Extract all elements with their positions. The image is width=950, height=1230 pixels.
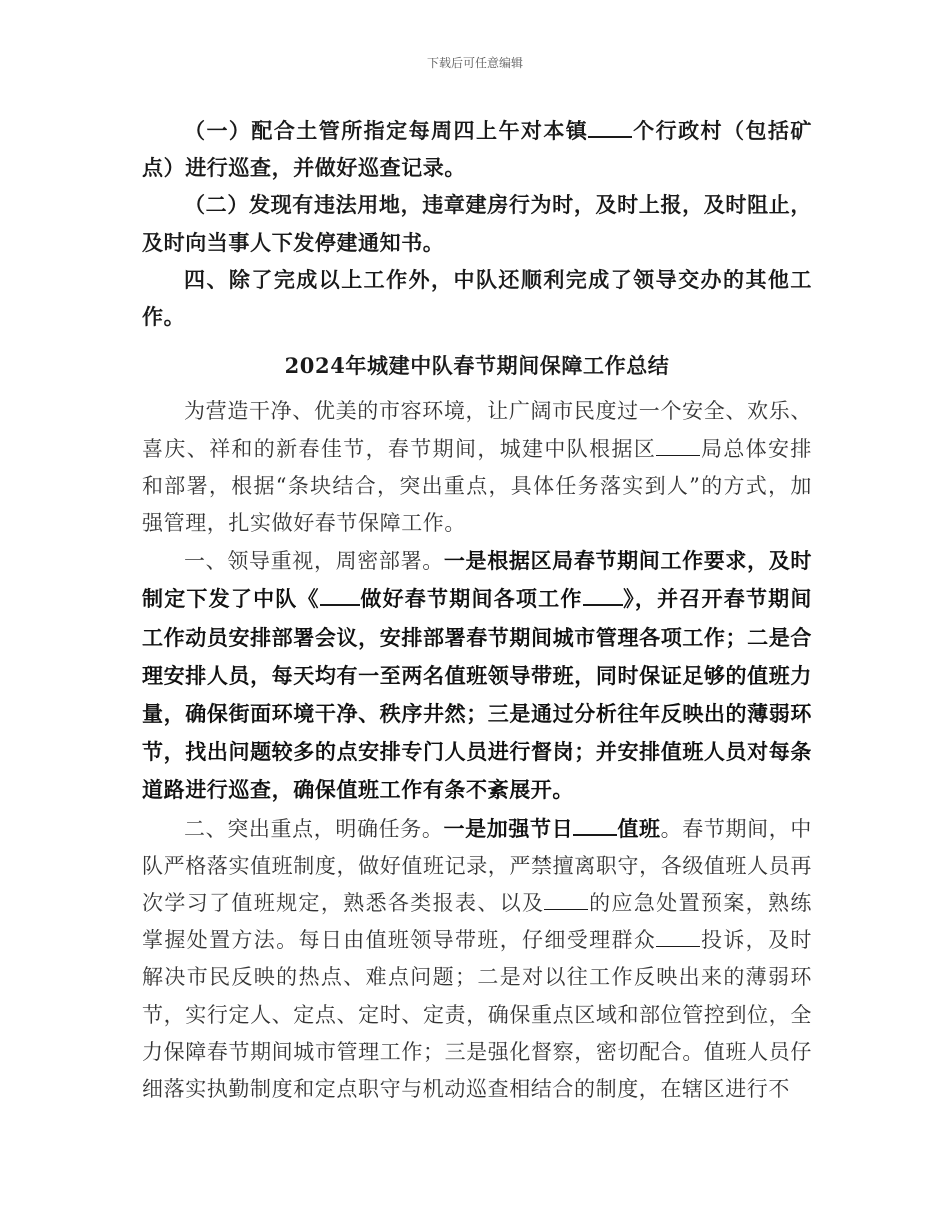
paragraph-intro-text-a: 为营造干净、优美的市容环境，让广阔市民度过一个安全、欢乐、喜庆、祥和的新春佳节，春节期间，城建中队根据区 — [142, 399, 812, 461]
fill-blank — [320, 585, 360, 607]
paragraph-section-two — [142, 810, 812, 1109]
section-two-bold-a: 一是加强节日 — [443, 815, 574, 841]
section-one-text-a: 一是根据区局春节期间工作要求，及时制定下发了中队《 — [142, 548, 812, 612]
section-one-lead: 一、领导重视，周密部署。 — [184, 549, 444, 574]
section-one-text-c: 》，并召开春节期间工作动员安排部署会议，安排部署春节期间城市管理各项工作；二是合理安排人员，每天均有一至两名值班领导带班，同时保证足够的值班力量，确保街面环境干净、秩序井然；三是通过分析往年反映出的薄弱环节，找出问题较多的点安排专门人员进行督岗；并安排值班人员对每条道路进行巡查，确保值班工作有条不紊展开。 — [142, 586, 813, 803]
fill-blank — [656, 435, 700, 456]
section-two-text-c: 投诉，及时解决市民反映的热点、难点问题；二是对以往工作反映出来的薄弱环节，实行定人、定点、定时、定责，确保重点区域和部位管控到位，全力保障春节期间城市管理工作；三是强化督察，密切配合。值班人员仔细落实执勤制度和定点职守与机动巡查相结合的制度，在辖区进行不 — [142, 928, 812, 1102]
fill-blank — [656, 926, 700, 947]
paragraph-violation: （二）发现有违法用地，违章建房行为时，及时上报，及时阻止，及时向当事人下发停建通知书。 — [142, 192, 812, 255]
paragraph-intro-text-b: 局总体安排和部署，根据“条块结合，突出重点，具体任务落实到人”的方式，加强管理，扎实做好春节保障工作。 — [142, 436, 812, 536]
section-two-bold-b: 值班 — [617, 815, 661, 841]
document-title: 2024年城建中队春节期间保障工作总结 — [284, 353, 670, 379]
paragraph-other-work: 四、除了完成以上工作外，中队还顺利完成了领导交办的其他工作。 — [142, 266, 812, 330]
fill-blank — [588, 116, 632, 138]
paragraph-section-one — [142, 542, 812, 809]
page-header: 下载后可任意编辑 — [426, 56, 523, 70]
paragraph-patrol-text-a: （一）配合土管所指定每周四上午对本镇 — [184, 118, 589, 143]
fill-blank — [544, 889, 588, 910]
fill-blank — [583, 585, 623, 607]
section-one-text-b: 做好春节期间各项工作 — [359, 586, 583, 612]
section-two-text-a: 。春节期间，中队严格落实值班制度，做好值班记录，严禁擅离职守，各级值班人员再次学习了值班规定，熟悉各类报表、以及 — [142, 816, 812, 916]
section-two-lead: 二、突出重点，明确任务。 — [184, 816, 444, 841]
document-body — [142, 112, 812, 1108]
paragraph-patrol-text-b: 个行政村（包括矿点）进行巡查，并做好巡查记录。 — [142, 118, 812, 181]
paragraph-patrol — [142, 112, 812, 186]
section-two-text-b: 的应急处置预案，熟练掌握处置方法。每日由值班领导带班，仔细受理群众 — [142, 891, 812, 953]
paragraph-intro — [142, 393, 812, 542]
fill-blank — [573, 814, 617, 836]
